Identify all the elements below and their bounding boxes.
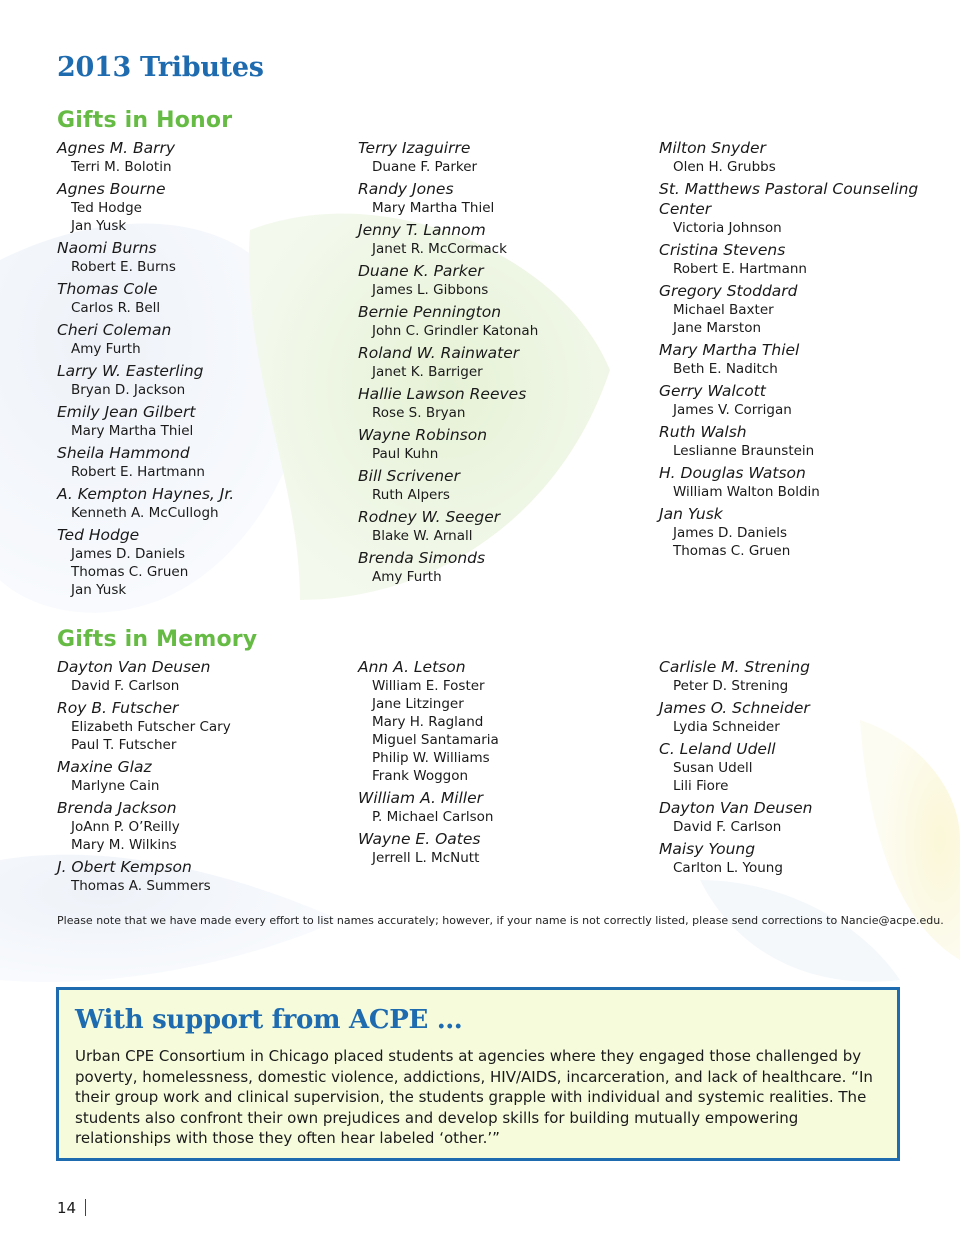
donor-name: William Walton Boldin [673,484,820,500]
donor-name: James L. Gibbons [372,282,489,298]
honor-entry [57,484,347,522]
honor-entry [358,507,648,545]
memory-column-3 [659,657,949,880]
donor-name: Jan Yusk [71,218,127,234]
donor-name: Michael Baxter [673,302,774,318]
honor-entry [659,138,949,176]
donor-name: Philip W. Williams [372,750,490,766]
donor-name: Bryan D. Jackson [71,382,186,398]
honoree-name: Emily Jean Gilbert [57,403,196,421]
honor-entry [358,466,648,504]
honor-entry [57,320,347,358]
honoree-name: Bill Scrivener [358,467,460,485]
donor-name: Thomas C. Gruen [673,543,791,559]
memory-column-2 [358,657,648,870]
honoree-name: Roland W. Rainwater [358,344,520,362]
donor-name: Thomas A. Summers [71,878,211,894]
honoree-name: Larry W. Easterling [57,362,204,380]
donor-name: Jane Litzinger [372,696,464,712]
donor-name: Leslianne Braunstein [673,443,815,459]
memory-entry [659,798,949,836]
honoree-name: Terry Izaguirre [358,139,471,157]
honoree-name: Dayton Van Deusen [659,799,813,817]
honor-entry [659,463,949,501]
honoree-name: A. Kempton Haynes, Jr. [57,485,235,503]
honoree-name: Wayne E. Oates [358,830,481,848]
donor-name: Marlyne Cain [71,778,160,794]
honoree-name: H. Douglas Watson [659,464,806,482]
donor-name: James D. Daniels [71,546,186,562]
honor-entry [57,402,347,440]
page-number: 14 [57,1199,77,1217]
honoree-name: James O. Schneider [659,699,810,717]
memory-entry [659,698,949,736]
honoree-name: Roy B. Futscher [57,699,179,717]
honor-entry [659,179,949,237]
memory-entry [358,788,648,826]
honor-entry [358,302,648,340]
donor-name: Ted Hodge [71,200,142,216]
honoree-name: Hallie Lawson Reeves [358,385,527,403]
honor-entry [57,443,347,481]
corrections-note: Please note that we have made every effort to list names accurately; however, if your name is not correctly listed, please send corrections to Nancie@acpe.edu. [57,914,944,927]
donor-name: Amy Furth [372,569,442,585]
honoree-name: Carlisle M. Strening [659,658,810,676]
memory-entry [57,857,347,895]
honor-entry [659,281,949,337]
donor-name: JoAnn P. O’Reilly [71,819,180,835]
honoree-name: Thomas Cole [57,280,158,298]
honor-entry [659,381,949,419]
memory-entry [358,657,648,785]
honoree-name: Agnes Bourne [57,180,166,198]
donor-name: James V. Corrigan [673,402,792,418]
donor-name: Susan Udell [673,760,753,776]
memory-entry [659,657,949,695]
donor-name: Carlton L. Young [673,860,783,876]
honor-entry [358,138,648,176]
memory-entry [57,698,347,754]
donor-name: Janet K. Barriger [372,364,483,380]
honoree-name: Mary Martha Thiel [659,341,800,359]
donor-name: Elizabeth Futscher Cary [71,719,231,735]
honor-entry [358,384,648,422]
page-number-divider [85,1199,86,1216]
donor-name: Robert E. Hartmann [673,261,807,277]
donor-name: Jan Yusk [71,582,127,598]
donor-name: P. Michael Carlson [372,809,494,825]
memory-entry [358,829,648,867]
honoree-name: C. Leland Udell [659,740,776,758]
honor-entry [358,261,648,299]
section-heading-honor: Gifts in Honor [57,108,233,133]
honoree-name: Cristina Stevens [659,241,786,259]
honoree-name: Cheri Coleman [57,321,172,339]
donor-name: Peter D. Strening [673,678,789,694]
honor-entry [358,179,648,217]
honoree-name: Jan Yusk [659,505,723,523]
donor-name: Blake W. Arnall [372,528,473,544]
memory-entry [57,757,347,795]
honor-column-3 [659,138,949,563]
honoree-name: Milton Snyder [659,139,766,157]
memory-entry [57,657,347,695]
support-title: With support from ACPE … [75,1005,463,1035]
donor-name: David F. Carlson [71,678,180,694]
donor-name: Duane F. Parker [372,159,478,175]
honoree-name: Rodney W. Seeger [358,508,501,526]
honoree-name: Jenny T. Lannom [358,221,486,239]
memory-entry [659,739,949,795]
honoree-name: Duane K. Parker [358,262,484,280]
donor-name: James D. Daniels [673,525,788,541]
honoree-name: Maxine Glaz [57,758,152,776]
donor-name: William E. Foster [372,678,485,694]
donor-name: Rose S. Bryan [372,405,466,421]
donor-name: Mary M. Wilkins [71,837,177,853]
donor-name: Robert E. Hartmann [71,464,205,480]
donor-name: Thomas C. Gruen [71,564,189,580]
donor-name: Lydia Schneider [673,719,780,735]
honoree-name: Bernie Pennington [358,303,502,321]
support-body: Urban CPE Consortium in Chicago placed students at agencies where they engaged those challenged by poverty, homelessness, domestic violence, addictions, HIV/AIDS, incarceration, and lack of healthcare. “In their group work and clinical supervision, the students grapple with individual and systemic realities. The students also confront their own prejudices and develop skills for building mutually empowering relationships with those they often hear labeled ‘other.’” [75,1047,873,1147]
donor-name: Paul Kuhn [372,446,439,462]
honoree-name: Ted Hodge [57,526,140,544]
honor-entry [659,340,949,378]
honoree-name: Randy Jones [358,180,454,198]
donor-name: Lili Fiore [673,778,729,794]
donor-name: Paul T. Futscher [71,737,177,753]
section-heading-memory: Gifts in Memory [57,627,258,652]
donor-name: Kenneth A. McCullogh [71,505,219,521]
honor-column-2 [358,138,648,589]
honor-entry [358,343,648,381]
donor-name: Mary Martha Thiel [71,423,194,439]
donor-name: Janet R. McCormack [372,241,507,257]
honor-entry [358,220,648,258]
honoree-name: Ann A. Letson [358,658,466,676]
donor-name: Beth E. Naditch [673,361,778,377]
honor-entry [57,238,347,276]
honor-entry [57,279,347,317]
donor-name: Amy Furth [71,341,141,357]
honoree-name: Brenda Simonds [358,549,486,567]
honor-entry [659,504,949,560]
donor-name: Olen H. Grubbs [673,159,776,175]
donor-name: Victoria Johnson [673,220,782,236]
donor-name: Jerrell L. McNutt [372,850,480,866]
honoree-name: Wayne Robinson [358,426,488,444]
donor-name: Jane Marston [673,320,762,336]
memory-entry [659,839,949,877]
memory-entry [57,798,347,854]
donor-name: Terri M. Bolotin [71,159,172,175]
honor-entry [57,179,347,235]
honor-entry [57,525,347,599]
donor-name: Ruth Alpers [372,487,450,503]
donor-name: Miguel Santamaria [372,732,499,748]
honor-entry [358,425,648,463]
page-title: 2013 Tributes [57,52,264,83]
donor-name: David F. Carlson [673,819,782,835]
honor-column-1 [57,138,347,602]
honoree-name: Dayton Van Deusen [57,658,211,676]
honoree-name: St. Matthews Pastoral Counseling Center [659,180,919,218]
honor-entry [659,240,949,278]
honor-entry [57,138,347,176]
donor-name: Carlos R. Bell [71,300,161,316]
honor-entry [358,548,648,586]
donor-name: Robert E. Burns [71,259,176,275]
honoree-name: Sheila Hammond [57,444,190,462]
donor-name: John C. Grindler Katonah [372,323,539,339]
honoree-name: William A. Miller [358,789,484,807]
honor-entry [57,361,347,399]
honoree-name: Naomi Burns [57,239,157,257]
donor-name: Mary Martha Thiel [372,200,495,216]
honoree-name: J. Obert Kempson [57,858,192,876]
honor-entry [659,422,949,460]
donor-name: Mary H. Ragland [372,714,484,730]
honoree-name: Maisy Young [659,840,756,858]
honoree-name: Agnes M. Barry [57,139,176,157]
support-callout-box [56,987,900,1161]
honoree-name: Brenda Jackson [57,799,177,817]
honoree-name: Ruth Walsh [659,423,747,441]
honoree-name: Gregory Stoddard [659,282,798,300]
donor-name: Frank Woggon [372,768,469,784]
honoree-name: Gerry Walcott [659,382,766,400]
memory-column-1 [57,657,347,898]
